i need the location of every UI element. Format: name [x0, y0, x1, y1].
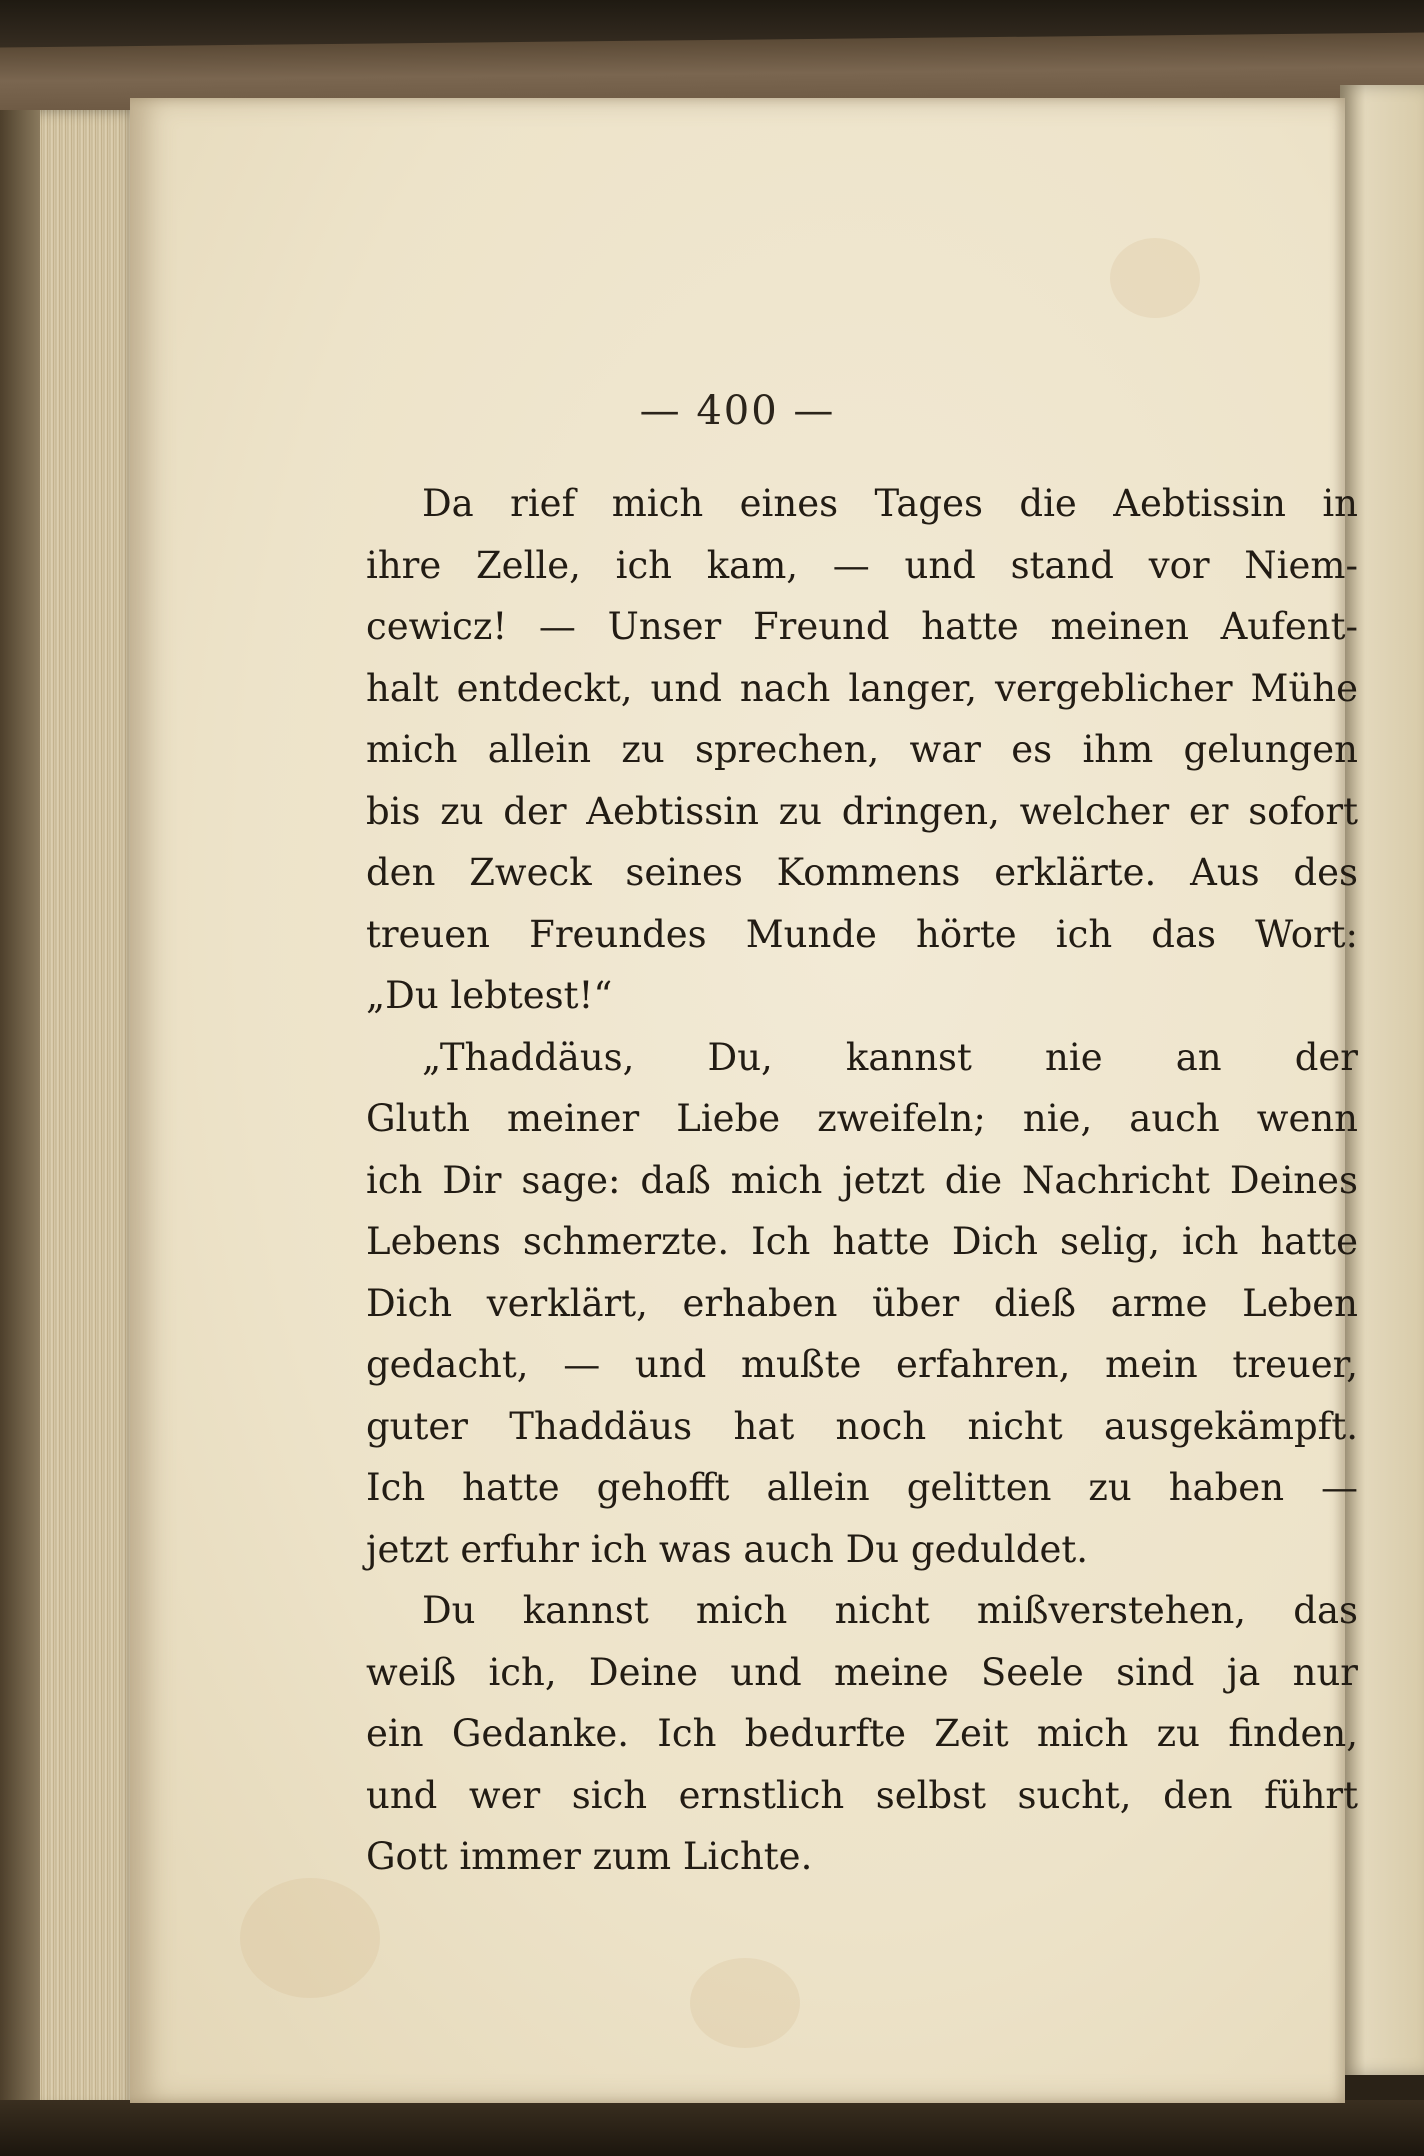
text-line: treuen Freundes Munde hörte ich das Wort: — [366, 912, 1358, 956]
body-text — [366, 473, 1358, 1888]
text-line: Lebens schmerzte. Ich hatte Dich selig, ich hatte — [366, 1220, 1358, 1263]
text-line: ich Dir sage: daß mich jetzt die Nachricht Deines — [366, 1158, 1358, 1202]
foxing-stain — [1110, 238, 1200, 318]
book-page — [130, 98, 1358, 2103]
text-line: guter Thaddäus hat noch nicht ausgekämpft. — [366, 1404, 1358, 1448]
text-line: den Zweck seines Kommens erklärte. Aus des — [366, 851, 1358, 894]
text-line: ein Gedanke. Ich bedurfte Zeit mich zu finden, — [366, 1712, 1358, 1755]
text-line: mich allein zu sprechen, war es ihm gelungen — [366, 728, 1358, 771]
text-line: Gott immer zum Lichte. — [366, 1835, 813, 1878]
text-line: Du kannst mich nicht mißverstehen, das — [422, 1589, 1358, 1632]
text-line: ihre Zelle, ich kam, — und stand vor Niem- — [366, 543, 1358, 587]
text-line: gedacht, — und mußte erfahren, mein treuer, — [366, 1343, 1358, 1386]
text-line: Dich verklärt, erhaben über dieß arme Leben — [366, 1281, 1358, 1325]
text-line: weiß ich, Deine und meine Seele sind ja nur — [366, 1650, 1358, 1694]
text-line: Gluth meiner Liebe zweifeln; nie, auch wenn — [366, 1097, 1358, 1140]
text-line: jetzt erfuhr ich was auch Du geduldet. — [366, 1527, 1088, 1571]
text-line: Da rief mich eines Tages die Aebtissin in — [422, 482, 1358, 525]
foxing-stain — [690, 1958, 800, 2048]
text-line: „Thaddäus, Du, kannst nie an der — [422, 1035, 1358, 1079]
text-line: cewicz! — Unser Freund hatte meinen Aufent- — [366, 605, 1358, 648]
text-line: Ich hatte gehofft allein gelitten zu haben — — [366, 1466, 1358, 1509]
text-line: halt entdeckt, und nach langer, vergeblicher Mühe — [366, 666, 1358, 710]
text-line: bis zu der Aebtissin zu dringen, welcher er sofort — [366, 789, 1358, 833]
text-line: und wer sich ernstlich selbst sucht, den führt — [366, 1773, 1358, 1817]
page-number: — 400 — — [639, 388, 836, 434]
book-bottom-edge — [0, 2100, 1424, 2156]
book-spine — [0, 110, 40, 2110]
text-line: „Du lebtest!“ — [366, 974, 613, 1017]
foxing-stain — [240, 1878, 380, 1998]
